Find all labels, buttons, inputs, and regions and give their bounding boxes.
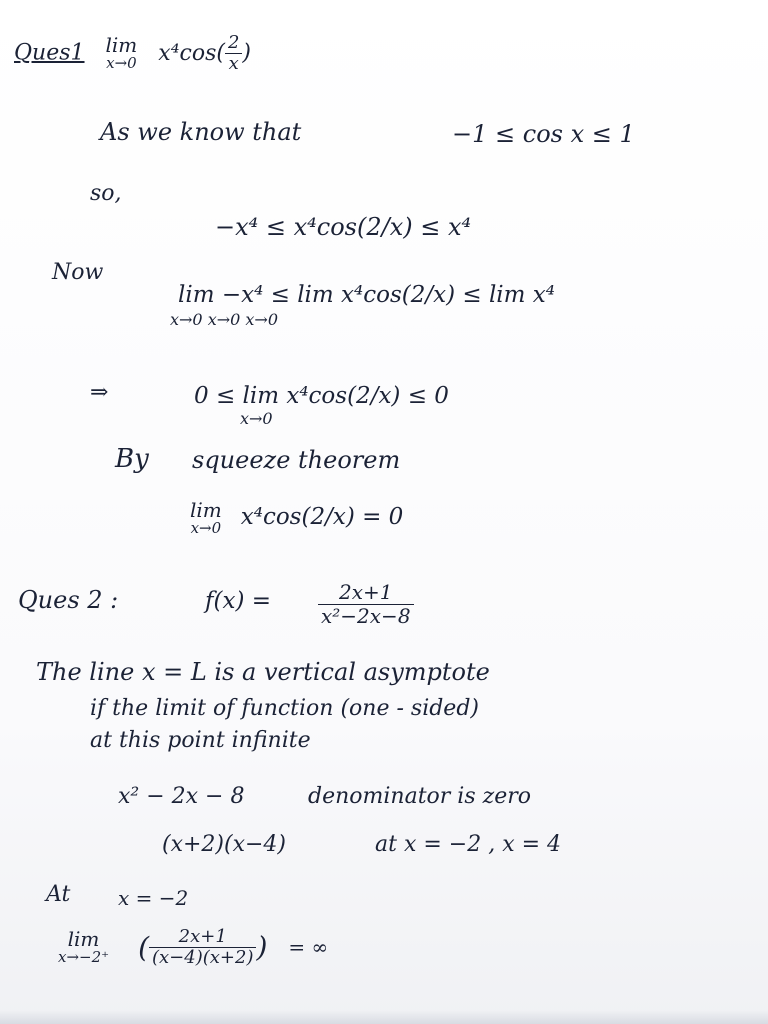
q1-fraction: $\frac{2}{x}$ bbox=[225, 34, 242, 73]
q2-fraction bbox=[318, 582, 414, 626]
q2-asymptote-line: The line x = L is a vertical asymptote bbox=[36, 658, 490, 686]
q2-label: Ques 2 : bbox=[18, 586, 119, 614]
q2-poly: x² − 2x − 8 bbox=[118, 784, 245, 809]
q1-limit-inequality-sub: x→0 x→0 x→0 bbox=[170, 310, 278, 329]
q1-now: Now bbox=[52, 260, 104, 285]
q2-final-limit: lim x→−2⁺ ( $\frac{2x+1}{(x-4)(x+2)}$ ) = ∞ bbox=[58, 926, 329, 968]
q1-zero-bounds: 0 ≤ lim x⁴cos(2/x) ≤ 0 bbox=[194, 383, 449, 409]
q2-fx: f(x) = bbox=[205, 588, 272, 614]
q1-conclusion-limit: lim x→0 bbox=[190, 498, 222, 537]
q1-limit: lim x→0 bbox=[105, 33, 138, 73]
q2-infinite-line: at this point infinite bbox=[90, 728, 311, 753]
q1-zero-bounds-sub: x→0 bbox=[240, 409, 273, 428]
q2-roots: at x = −2 , x = 4 bbox=[375, 832, 562, 857]
q1-bound-inequality: −x⁴ ≤ x⁴cos(2/x) ≤ x⁴ bbox=[215, 213, 472, 241]
q1-conclusion bbox=[190, 500, 403, 537]
q2-denominator-zero: denominator is zero bbox=[308, 784, 531, 809]
q2-at-value: x = −2 bbox=[118, 886, 189, 910]
q1-squeeze: squeeze theorem bbox=[192, 446, 401, 474]
q2-at: At bbox=[46, 882, 71, 907]
q2-denominator: x²−2x−8 bbox=[321, 604, 411, 628]
q1-so: so, bbox=[90, 181, 122, 206]
q2-final-result: = ∞ bbox=[288, 934, 329, 959]
q2-factored: (x+2)(x−4) bbox=[162, 832, 287, 857]
q1-by: By bbox=[115, 444, 149, 474]
q1-header: Ques1 lim x→0 x⁴cos( $\frac{2}{x}$ ) bbox=[14, 32, 252, 74]
q2-numerator: 2x+1 bbox=[318, 582, 414, 605]
q1-label: Ques1 bbox=[14, 40, 85, 66]
q1-cos-inequality: −1 ≤ cos x ≤ 1 bbox=[452, 120, 635, 148]
q1-conclusion-expr: x⁴cos(2/x) = 0 bbox=[240, 504, 404, 531]
q1-line-know: As we know that bbox=[100, 118, 302, 146]
q2-limit-line: if the limit of function (one - sided) bbox=[90, 696, 479, 721]
q1-limit-inequality: lim −x⁴ ≤ lim x⁴cos(2/x) ≤ lim x⁴ bbox=[178, 282, 555, 308]
page-bottom-edge bbox=[0, 1010, 768, 1024]
q2-final-fraction: $\frac{2x+1}{(x-4)(x+2)}$ bbox=[149, 928, 256, 967]
q1-expression: x⁴cos bbox=[158, 40, 217, 66]
q1-implies-arrow: ⇒ bbox=[90, 380, 109, 405]
